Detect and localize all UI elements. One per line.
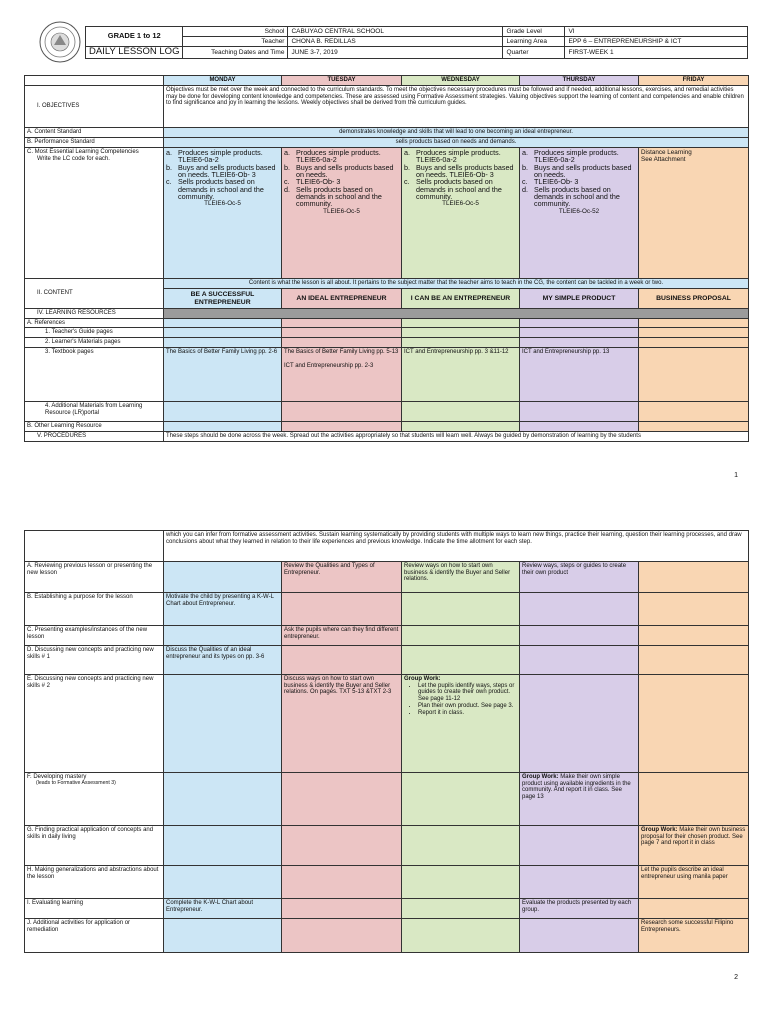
procedure-row: [25, 919, 749, 953]
procedure-row: [25, 593, 749, 626]
competencies-sub: Write the LC code for each.: [37, 155, 110, 162]
objectives-label: I. OBJECTIVES: [25, 86, 164, 128]
procedure-thursday-cell: [520, 919, 639, 953]
procedure-text: Evaluate the products presented by each group.: [522, 900, 632, 913]
procedure-label-cell: [25, 675, 164, 773]
competency-item: [404, 164, 517, 179]
procedure-wednesday-cell: [402, 646, 520, 675]
log-title: DAILY LESSON LOG: [86, 47, 183, 59]
content-friday: BUSINESS PROPOSAL: [639, 289, 749, 309]
procedure-tuesday-cell: [282, 562, 402, 593]
performance-standard-label: B. Performance Standard: [25, 138, 164, 148]
activity-item: • Plan their own product. See page 3.: [418, 703, 517, 710]
procedure-row: [25, 646, 749, 675]
procedure-friday-cell: [639, 646, 749, 675]
procedure-thursday-cell: [520, 866, 639, 899]
content-standard-label: A. Content Standard: [25, 128, 164, 138]
procedure-row: [25, 626, 749, 646]
day-friday: FRIDAY: [639, 76, 749, 86]
grade-level-label: Grade Level: [503, 27, 565, 37]
competency-item: [522, 186, 636, 208]
procedure-label: B. Establishing a purpose for the lesson: [27, 594, 133, 600]
procedure-monday-cell: [164, 646, 282, 675]
procedure-monday-cell: [164, 773, 282, 826]
day-header-row: [25, 76, 749, 86]
deped-seal-logo: [39, 21, 81, 63]
procedure-tuesday-cell: [282, 899, 402, 919]
procedure-row: [25, 899, 749, 919]
competency-friday: Distance Learning See Attachment: [639, 148, 749, 279]
procedure-friday-cell: [639, 562, 749, 593]
procedure-wednesday-cell: [402, 773, 520, 826]
procedure-text: Complete the K-W-L Chart about Entrepreneur.: [166, 900, 254, 913]
procedure-label-cell: [25, 562, 164, 593]
procedure-row: [25, 773, 749, 826]
procedure-label: F. Developing mastery: [27, 774, 87, 780]
procedure-wednesday-cell: [402, 919, 520, 953]
procedure-text: Motivate the child by presenting a K-W-L Chart about Entrepreneur.: [166, 594, 274, 607]
procedure-friday-cell: [639, 626, 749, 646]
procedure-label-cell: [25, 626, 164, 646]
competency-text: Sells products based on demands in school and the community.: [296, 184, 382, 209]
competency-letter: a.: [404, 148, 410, 157]
content-tuesday: AN IDEAL ENTREPRENEUR: [282, 289, 402, 309]
lc-code-thursday: TLEIE6-Oc-52: [558, 207, 600, 215]
procedure-tuesday-cell: [282, 626, 402, 646]
procedure-row: [25, 866, 749, 899]
competency-list-tuesday: [284, 149, 399, 208]
competency-text: Buys and sells products based on needs.: [296, 162, 394, 180]
procedure-thursday-cell: [520, 562, 639, 593]
competency-letter: c.: [166, 177, 172, 187]
competency-text: Produces simple products. TLEIE6-0a-2: [296, 148, 381, 165]
competency-text: Sells products based on demands in school and the community.: [178, 177, 264, 202]
page-2: [0, 512, 768, 1024]
lc-code-monday: TLEIE6-Oc-5: [204, 200, 241, 208]
content-note: Content is what the lesson is all about. It pertains to the subject matter that the teacher aims to teach in the CG, the content can be tackled in a week or two.: [164, 279, 749, 289]
competency-list-thursday: [522, 149, 636, 208]
content-thursday: MY SIMPLE PRODUCT: [520, 289, 639, 309]
quarter-label: Quarter: [503, 47, 565, 59]
procedure-thursday-cell: [520, 646, 639, 675]
activity-item: • Report it in class.: [418, 710, 517, 717]
procedure-friday-cell: [639, 773, 749, 826]
learning-area-value: EPP 6 – ENTREPRENEURSHIP & ICT: [565, 37, 748, 47]
additional-materials-label: 4. Additional Materials from Learning Resource (LR)portal: [25, 402, 164, 422]
procedure-sublabel: (leads to Formative Assessment 3): [36, 779, 116, 786]
group-work-heading: Group Work:: [641, 827, 678, 833]
procedure-text: Review ways on how to start own business & identify the Buyer and Seller relations.: [404, 563, 511, 583]
procedure-friday-cell: [639, 675, 749, 773]
learning-area-label: Learning Area: [503, 37, 565, 47]
procedure-label-cell: [25, 646, 164, 675]
competency-text: Buys and sells products based on needs. TLEIE6-Ob- 3: [416, 162, 514, 180]
competency-text: Produces simple products. TLEIE6-0a-2: [178, 148, 263, 165]
procedure-text: Let the pupils describe an ideal entrepreneur using manila paper: [641, 867, 728, 880]
competency-text: Sells products based on demands in school and the community.: [416, 177, 502, 202]
procedures-text-continued: which you can infer from formative assessment activities. Sustain learning systematically by providing students with multiple ways to learn new things, practice their learning, question their learning processes, and draw conclusions about what they learned in relation to their life experiences and previous knowledge. Indicate the time allotment for each step.: [164, 531, 749, 562]
textbook-tuesday: The Basics of Better Family Living pp. 5-13 ICT and Entrepreneurship pp. 2-3: [282, 348, 402, 402]
procedure-thursday-cell: [520, 773, 639, 826]
competency-text: Sells products based on demands in school and the community.: [534, 184, 620, 209]
group-work-heading: Group Work:: [522, 774, 559, 780]
day-monday: MONDAY: [164, 76, 282, 86]
procedure-label: G. Finding practical application of concepts and skills in daily living: [27, 827, 154, 840]
procedure-label-cell: [25, 899, 164, 919]
procedure-tuesday-cell: [282, 826, 402, 866]
procedure-monday-cell: [164, 593, 282, 626]
procedure-wednesday-cell: [402, 866, 520, 899]
procedure-friday-cell: [639, 826, 749, 866]
textbook-wednesday: ICT and Entrepreneurship pp. 3 &11-12: [402, 348, 520, 402]
procedure-row: [25, 675, 749, 773]
procedure-label-cell: [25, 593, 164, 626]
page-1: [0, 0, 768, 500]
competencies-label: C. Most Essential Learning Competencies: [27, 149, 139, 155]
competency-letter: c.: [522, 177, 528, 187]
content-monday: BE A SUCCESSFUL ENTREPRENEUR: [164, 289, 282, 309]
page-number-2: 2: [734, 974, 738, 981]
competency-item: [284, 149, 399, 164]
procedure-friday-cell: [639, 899, 749, 919]
procedure-friday-cell: [639, 919, 749, 953]
textbook-thursday: ICT and Entrepreneurship pp. 13: [520, 348, 639, 402]
references-label: A. References: [25, 318, 164, 328]
procedure-text: Discuss ways on how to start own business & identify the Buyer and Seller relations. On pages. TXT 5-13 &TXT 2-3: [284, 676, 392, 696]
page-number-1: 1: [734, 472, 738, 479]
procedure-wednesday-cell: [402, 562, 520, 593]
procedure-wednesday-cell: [402, 826, 520, 866]
procedure-thursday-cell: [520, 626, 639, 646]
grade-level-value: VI: [565, 27, 748, 37]
procedure-tuesday-cell: [282, 919, 402, 953]
competency-item: [404, 178, 517, 200]
procedure-text: Discuss the Qualities of an ideal entrepreneur and its types on pp. 3-6: [166, 647, 265, 660]
procedure-wednesday-cell: [402, 593, 520, 626]
competency-item: [166, 149, 279, 164]
day-thursday: THURSDAY: [520, 76, 639, 86]
competency-list-wednesday: [404, 149, 517, 200]
other-resource-label: B. Other Learning Resource: [25, 422, 164, 432]
competency-list-monday: [166, 149, 279, 200]
procedure-tuesday-cell: [282, 646, 402, 675]
competency-letter: c.: [404, 177, 410, 187]
procedure-label: J. Additional activities for application or remediation: [27, 920, 131, 933]
school-value: CABUYAO CENTRAL SCHOOL: [288, 27, 503, 37]
procedure-text: Review the Qualities and Types of Entrepreneur.: [284, 563, 375, 576]
procedure-label: E. Discussing new concepts and practicing new skills # 2: [27, 676, 154, 689]
procedure-row: [25, 562, 749, 593]
procedure-label: H. Making generalizations and abstractions about the lesson: [27, 867, 159, 880]
activity-item: • Let the pupils identify ways, steps or guides to create their own product. See page 11-12: [418, 683, 517, 703]
procedures-rows: [25, 562, 749, 953]
competency-item: [404, 149, 517, 164]
procedures-text: These steps should be done across the week. Spread out the activities appropriately so that students will learn well. Always be guided by demonstration of learning by the students: [164, 432, 749, 442]
procedure-wednesday-cell: [402, 626, 520, 646]
quarter-value: FIRST-WEEK 1: [565, 47, 748, 59]
content-wednesday: I CAN BE AN ENTREPRENEUR: [402, 289, 520, 309]
procedure-label-cell: [25, 826, 164, 866]
procedure-thursday-cell: [520, 675, 639, 773]
procedure-monday-cell: [164, 899, 282, 919]
competency-text: TLEIE6-Ob- 3: [296, 177, 341, 187]
procedure-label: A. Reviewing previous lesson or presenting the new lesson: [27, 563, 153, 576]
competency-letter: a.: [522, 148, 528, 157]
teacher-value: CHONA B. REDILLAS: [288, 37, 503, 47]
procedure-text: Make their own simple product using available ingredients in the community. And report it in class. See page 13: [522, 774, 631, 801]
procedure-label-cell: [25, 866, 164, 899]
competency-letter: d.: [284, 184, 290, 194]
procedure-wednesday-cell: [402, 899, 520, 919]
procedure-text: Research some successful Filipino Entrepreneurs.: [641, 920, 734, 933]
competency-item: [166, 178, 279, 200]
procedure-thursday-cell: [520, 826, 639, 866]
procedure-thursday-cell: [520, 899, 639, 919]
lesson-table-1: [24, 75, 749, 442]
day-wednesday: WEDNESDAY: [402, 76, 520, 86]
procedure-text: Make their own business proposal for their chosen product. See page 7 and report it in class: [641, 827, 746, 847]
procedure-text: Ask the pupils where can they find different entrepreneur.: [284, 627, 399, 640]
procedure-tuesday-cell: [282, 675, 402, 773]
procedure-monday-cell: [164, 562, 282, 593]
procedure-tuesday-cell: [282, 866, 402, 899]
procedure-text: Review ways, steps or guides to create their own product: [522, 563, 627, 576]
teacher-label: Teacher: [183, 37, 288, 47]
dates-label: Teaching Dates and Time: [183, 47, 288, 59]
procedure-tuesday-cell: [282, 593, 402, 626]
competency-item: [522, 149, 636, 164]
content-standard-text: demonstrates knowledge and skills that will lead to one becoming an ideal entrepreneur.: [164, 128, 749, 138]
grade-range: GRADE 1 to 12: [86, 27, 183, 47]
procedure-label: I. Evaluating learning: [27, 900, 84, 906]
competency-text: Buys and sells products based on needs. TLEIE6-Ob- 3: [178, 162, 276, 180]
competency-letter: d.: [522, 184, 528, 194]
competency-letter: b.: [522, 162, 528, 172]
textbook-monday: The Basics of Better Family Living pp. 2-6: [164, 348, 282, 402]
procedure-label: D. Discussing new concepts and practicing new skills # 1: [27, 647, 154, 660]
competency-letter: c.: [284, 177, 290, 187]
lm-label: 2. Learner's Materials pages: [25, 338, 164, 348]
procedure-label: C. Presenting examples/instances of the new lesson: [27, 627, 148, 640]
procedure-label-cell: [25, 919, 164, 953]
group-work-heading: Group Work:: [404, 676, 441, 682]
school-label: School: [183, 27, 288, 37]
textbook-label: 3. Textbook pages: [25, 348, 164, 402]
competency-letter: b.: [166, 162, 172, 172]
competency-text: Buys and sells products based on needs.: [534, 162, 632, 180]
procedure-monday-cell: [164, 826, 282, 866]
procedure-friday-cell: [639, 593, 749, 626]
procedure-monday-cell: [164, 675, 282, 773]
procedure-row: [25, 826, 749, 866]
lesson-table-2: [24, 530, 749, 953]
header-table: [85, 26, 748, 59]
competency-text: Produces simple products. TLEIE6-0a-2: [534, 148, 619, 165]
objectives-text: Objectives must be met over the week and connected to the curriculum standards. To meet the objectives necessary procedures must be followed and if needed, additional lessons, exercises, and remedial activities may be done for developing content knowledge and competencies. These are assessed using Formative Assessment strategies. Valuing objectives support the learning of content and competencies and enable children to find significance and joy in learning the lessons. Weekly objectives shall be derived from the curriculum guides.: [164, 86, 749, 128]
competency-letter: a.: [166, 148, 172, 157]
dates-value: JUNE 3-7, 2019: [288, 47, 503, 59]
procedure-friday-cell: [639, 866, 749, 899]
competency-letter: b.: [404, 162, 410, 172]
competency-item: [522, 164, 636, 179]
competency-letter: b.: [284, 162, 290, 172]
procedure-monday-cell: [164, 866, 282, 899]
lc-code-wednesday: TLEIE6-Oc-5: [442, 200, 479, 208]
procedure-tuesday-cell: [282, 773, 402, 826]
procedures-label: V. PROCEDURES: [25, 432, 164, 442]
performance-standard-text: sells products based on needs and demands.: [164, 138, 749, 148]
content-label: II. CONTENT: [25, 279, 164, 309]
resources-label: IV. LEARNING RESOURCES: [25, 309, 164, 319]
competency-item: [166, 164, 279, 179]
procedure-monday-cell: [164, 919, 282, 953]
activity-list: [404, 683, 517, 717]
competency-letter: a.: [284, 148, 290, 157]
competency-item: [284, 186, 399, 208]
competency-text: TLEIE6-Ob- 3: [534, 177, 579, 187]
competency-text: Produces simple products. TLEIE6-0a-2: [416, 148, 501, 165]
tg-label: 1. Teacher's Guide pages: [25, 328, 164, 338]
procedure-thursday-cell: [520, 593, 639, 626]
procedure-wednesday-cell: [402, 675, 520, 773]
day-tuesday: TUESDAY: [282, 76, 402, 86]
procedure-monday-cell: [164, 626, 282, 646]
competency-item: [284, 164, 399, 179]
procedure-label-cell: [25, 773, 164, 826]
lc-code-tuesday: TLEIE6-Oc-5: [323, 207, 360, 215]
